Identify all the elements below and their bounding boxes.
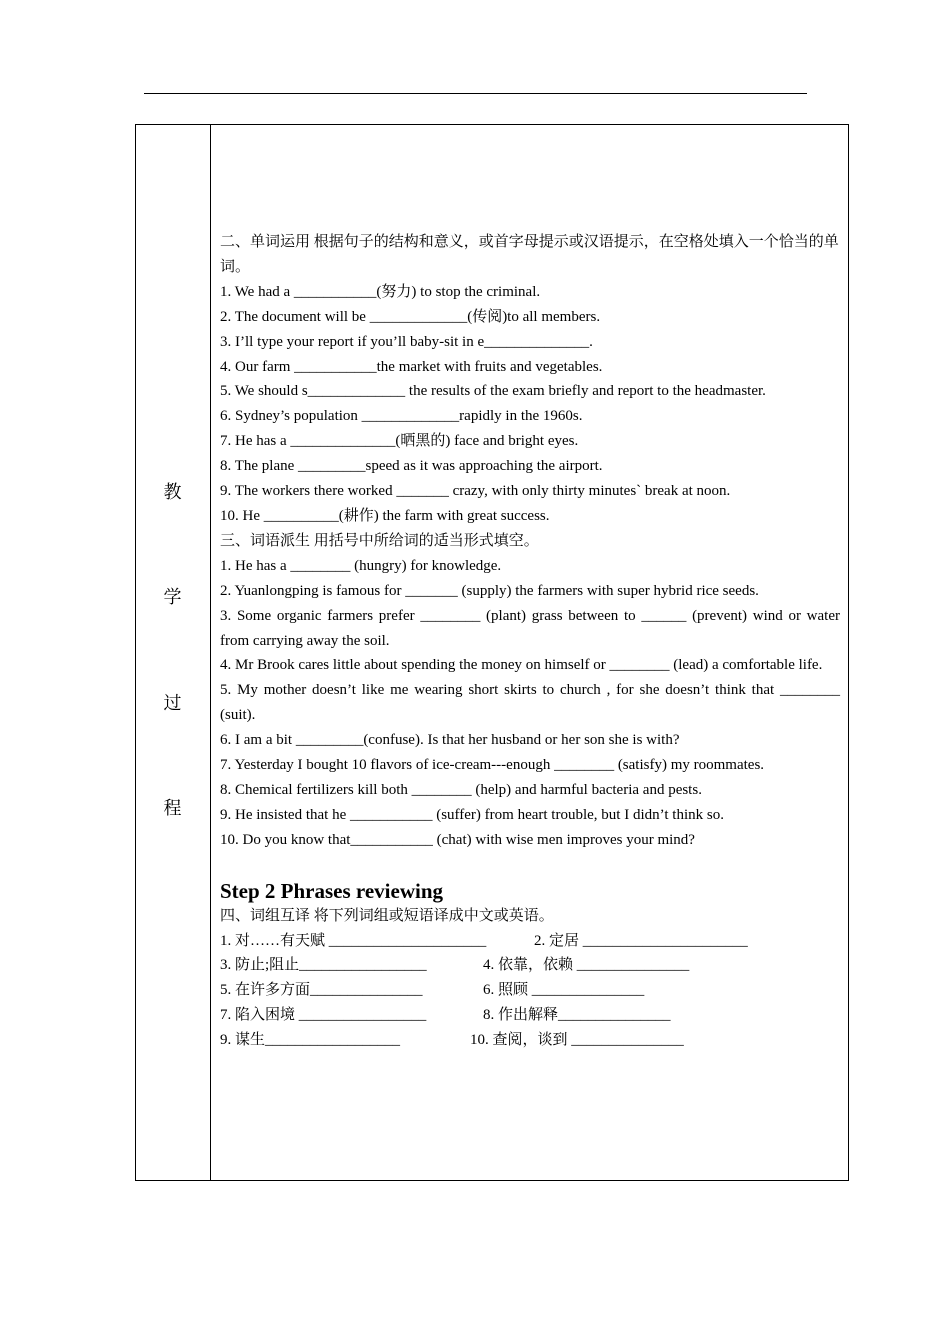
- section2-item: 9. The workers there worked _______ crazy, with only thirty minutes` break at noon.: [220, 483, 731, 500]
- section2-item: 3. I’ll type your report if you’ll baby-sit in e______________.: [220, 333, 593, 350]
- exercise-content: [220, 230, 840, 1053]
- section2-item: 8. The plane _________speed as it was approaching the airport.: [220, 458, 603, 475]
- side-label-4: 程: [163, 798, 182, 818]
- phrase-item: 3. 防止;阻止_________________: [220, 957, 427, 974]
- phrase-row: [220, 978, 840, 1003]
- section2-heading: 二、单词运用 根据句子的结构和意义，或首字母提示或汉语提示，在空格处填入一个恰当的单词。: [220, 234, 839, 275]
- section2-item: 7. He has a ______________(晒黑的) face and bright eyes.: [220, 433, 579, 450]
- phrase-item: 10. 查阅，谈到 _______________: [470, 1032, 684, 1049]
- phrase-item: 6. 照顾 _______________: [483, 982, 645, 999]
- section3-item: 9. He insisted that he ___________ (suffer) from heart trouble, but I didn’t think so.: [220, 806, 724, 823]
- phrase-row: [220, 953, 840, 978]
- phrase-row: [220, 1028, 840, 1053]
- section3-item: 8. Chemical fertilizers kill both ________ (help) and harmful bacteria and pests.: [220, 781, 702, 798]
- section3-item: 7. Yesterday I bought 10 flavors of ice-cream---enough ________ (satisfy) my roommates.: [220, 757, 765, 774]
- section2-item: 5. We should s_____________ the results of the exam briefly and report to the headmaster.: [220, 383, 766, 400]
- section3-item: 10. Do you know that___________ (chat) with wise men improves your mind?: [220, 831, 695, 848]
- phrase-item: 2. 定居 ______________________: [534, 932, 748, 949]
- section4-heading: 四、词组互译 将下列词组或短语译成中文或英语。: [220, 907, 554, 924]
- section3-heading: 三、词语派生 用括号中所给词的适当形式填空。: [220, 532, 539, 549]
- section2-item: 1. We had a ___________(努力) to stop the criminal.: [220, 283, 541, 300]
- step2-title: Step 2 Phrases reviewing: [220, 878, 444, 903]
- phrase-item: 1. 对……有天赋 _____________________: [220, 932, 487, 949]
- section2-item: 2. The document will be _____________(传阅)to all members.: [220, 308, 601, 325]
- section2-item: 6. Sydney’s population _____________rapidly in the 1960s.: [220, 408, 583, 425]
- side-label-2: 学: [163, 587, 182, 607]
- section3-item: 5. My mother doesn’t like me wearing short skirts to church , for she doesn’t think that ________ (suit).: [220, 682, 840, 724]
- phrase-item: 7. 陷入困境 _________________: [220, 1007, 427, 1024]
- phrase-row: [220, 929, 840, 954]
- phrase-item: 8. 作出解释_______________: [483, 1007, 671, 1024]
- phrase-row: [220, 1003, 840, 1028]
- section3-item: 4. Mr Brook cares little about spending the money on himself or ________ (lead) a comfortable life.: [220, 657, 823, 674]
- phrase-item: 5. 在许多方面_______________: [220, 982, 423, 999]
- header-rule: [144, 93, 807, 94]
- section3-item: 1. He has a ________ (hungry) for knowledge.: [220, 557, 502, 574]
- phrase-item: 9. 谋生__________________: [220, 1032, 401, 1049]
- section2-item: 4. Our farm ___________the market with fruits and vegetables.: [220, 358, 603, 375]
- column-divider: [210, 124, 211, 1181]
- section2-item: 10. He __________(耕作) the farm with great success.: [220, 507, 550, 524]
- section3-item: 6. I am a bit _________(confuse). Is that her husband or her son she is with?: [220, 732, 680, 749]
- section3-item: 3. Some organic farmers prefer ________ (plant) grass between to ______ (prevent) wind or water from carrying away the soil.: [220, 607, 840, 649]
- side-label-3: 过: [163, 693, 182, 713]
- phrase-item: 4. 依靠，依赖 _______________: [483, 957, 690, 974]
- section3-item: 2. Yuanlongping is famous for _______ (supply) the farmers with super hybrid rice seeds.: [220, 582, 759, 599]
- side-label-1: 教: [163, 482, 182, 502]
